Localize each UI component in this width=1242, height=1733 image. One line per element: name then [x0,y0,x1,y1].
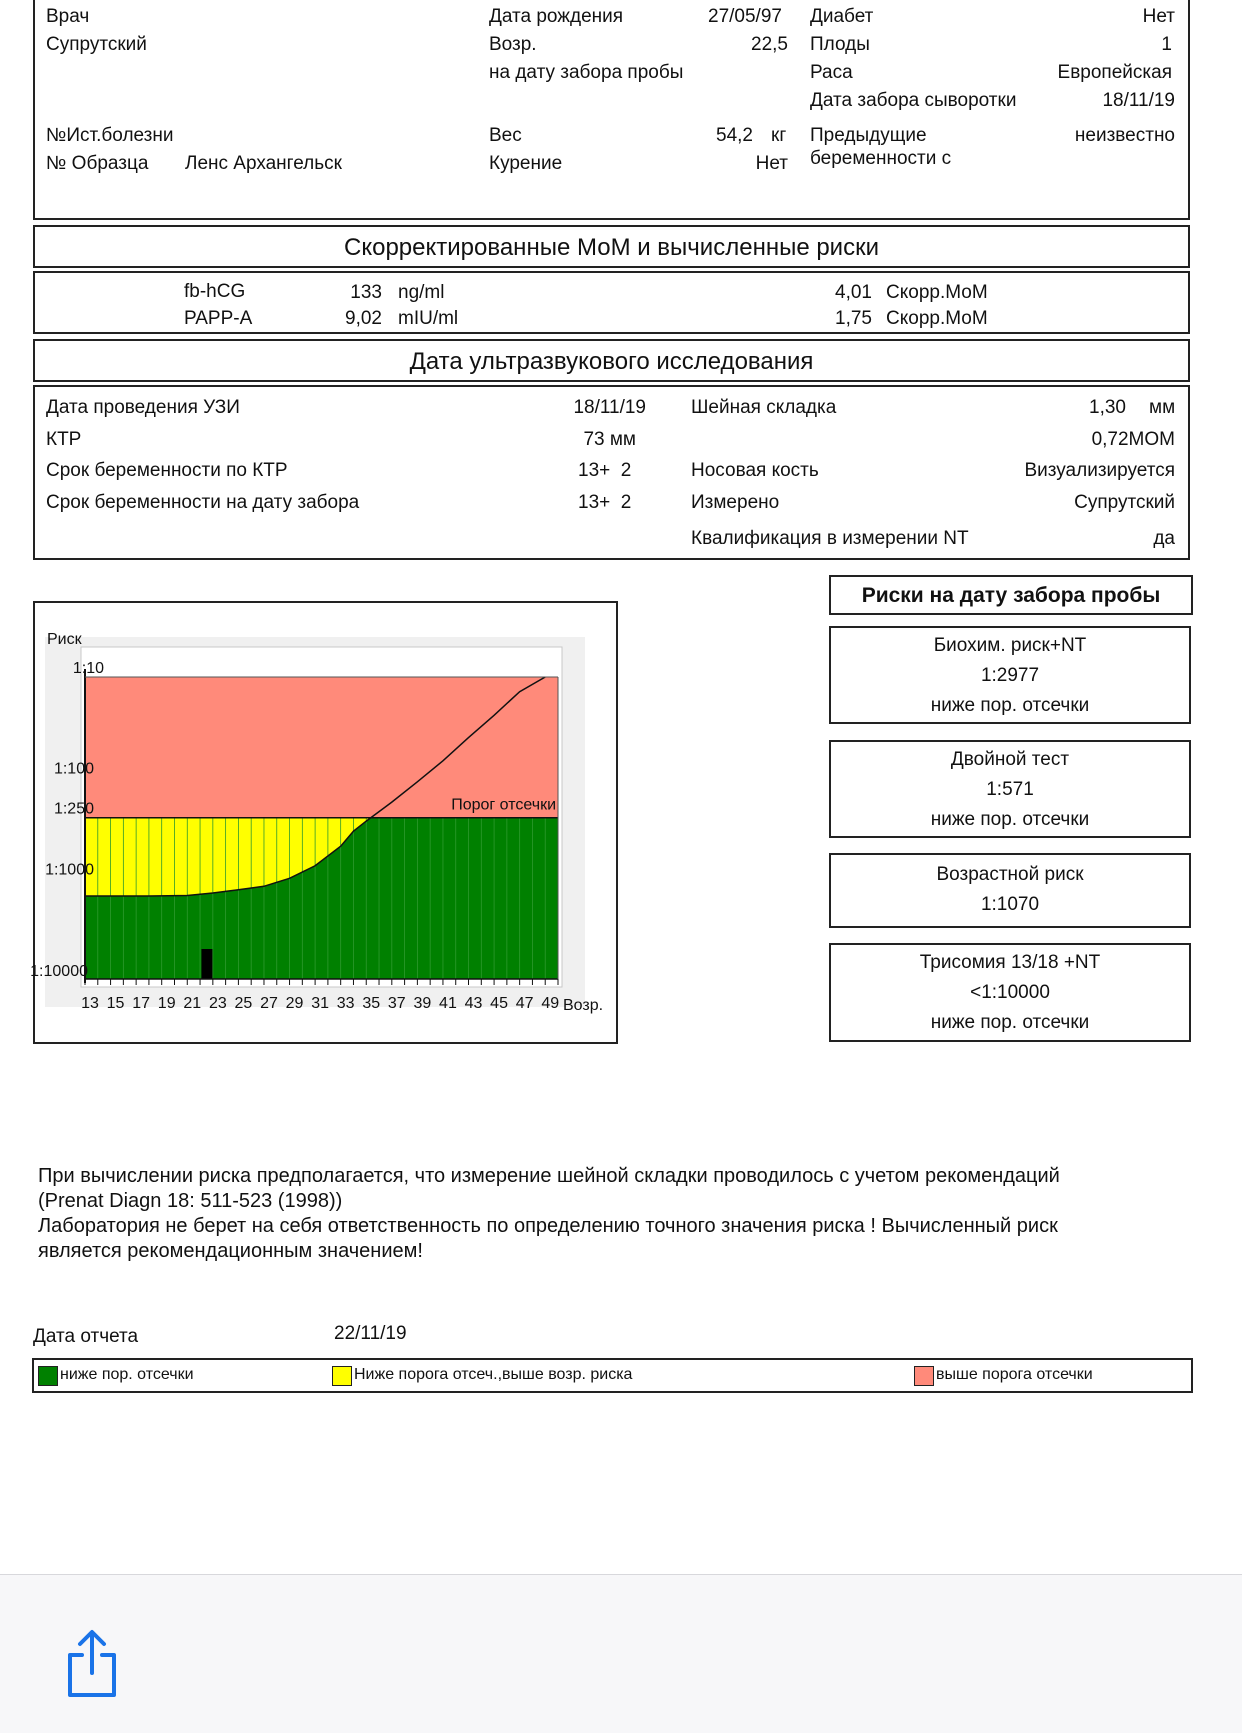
nt-unit: мм [1149,397,1176,418]
legend-box [32,1358,1193,1393]
x-tick-label: 15 [106,995,125,1012]
risk-value: <1:10000 [970,982,1050,1003]
prev-preg-label-2: беременности с [810,148,952,169]
y-axis-label: Риск [47,631,82,648]
marker-unit: ng/ml [398,282,445,303]
ga-ktr-label: Срок беременности по КТР [46,460,288,481]
us-title-box [33,339,1190,382]
risk-value: 1:2977 [980,665,1040,686]
qual-label: Квалификация в измерении NT [691,528,969,549]
measured-label: Измерено [691,492,780,513]
sample-value: Ленс Архангельск [185,153,342,174]
legend-swatch-mid [332,1366,352,1386]
x-tick-label: 17 [132,995,151,1012]
smoking-label: Курение [489,153,563,174]
fetuses-value: 1 [1161,34,1172,55]
doctor-label: Врач [46,6,90,27]
nt-label: Шейная складка [691,397,837,418]
x-tick-label: 41 [439,995,457,1012]
prev-preg-value: неизвестно [1074,125,1175,146]
measured-value: Супрутский [1074,492,1175,513]
nasal-label: Носовая кость [691,460,819,481]
x-tick-label: 23 [208,995,227,1012]
x-tick-label: 33 [336,995,355,1012]
x-tick-label: 35 [362,995,381,1012]
share-icon [60,1627,124,1699]
cutoff-label: Порог отсечки [451,796,556,814]
risk-chart [25,595,625,1055]
y-tick-label: 1:10000 [30,963,88,980]
risk-name: Трисомия 13/18 +NT [919,952,1101,973]
risk-name: Возрастной риск [936,864,1084,885]
dob-label: Дата рождения [489,6,624,27]
weight-value: 54,2 [716,125,753,146]
sample-label: № Образца [46,153,149,174]
risk-status: ниже пор. отсечки [930,695,1090,716]
marker-mom: 4,01 [835,282,872,303]
patient-marker [201,949,212,979]
legend-swatch-high [914,1366,934,1386]
marker-mom-label: Скорр.МоМ [886,308,988,329]
legend-label-high: выше порога отсечки [936,1366,1093,1383]
note-line-3: Лаборатория не берет на себя ответственность по определению точного значения риска ! Вычисленный риск [38,1215,1058,1237]
risks-title-box [829,575,1193,615]
x-tick-label: 21 [183,995,202,1012]
mom-title: Скорректированные МоМ и вычисленные риски [344,234,879,261]
x-tick-label: 37 [387,995,406,1012]
weight-label: Вес [489,125,522,146]
mom-title-box [33,225,1190,268]
marker-value: 9,02 [345,308,382,329]
history-label: №Ист.болезни [46,125,174,146]
note-line-2: (Prenat Diagn 18: 511-523 (1998)) [38,1190,343,1212]
ga-ktr-value: 13+ 2 [578,460,632,481]
us-date-label: Дата проведения УЗИ [46,397,240,418]
serum-date-label: Дата забора сыворотки [810,90,1017,111]
diabetes-value: Нет [1142,6,1175,27]
share-button[interactable] [60,1627,124,1699]
note-line-4: является рекомендационным значением! [38,1240,423,1262]
x-tick-label: 27 [260,995,278,1012]
marker-unit: mIU/ml [398,308,459,329]
x-tick-label: 45 [490,995,508,1012]
x-tick-label: 19 [157,995,176,1012]
nasal-value: Визуализируется [1024,460,1175,481]
prev-preg-label-1: Предыдущие [810,125,927,146]
x-tick-label: 47 [515,995,534,1012]
marker-mom: 1,75 [835,308,872,329]
ga-sample-label: Срок беременности на дату забора [46,492,360,513]
x-tick-label: 25 [234,995,253,1012]
y-tick-label: 1:1000 [45,861,94,879]
note-line-1: При вычислении риска предполагается, что измерение шейной складки проводилось с учетом рекомендаций [38,1165,1060,1187]
x-tick-label: 39 [413,995,432,1012]
age-note: на дату забора пробы [489,62,684,83]
nt-mom: 0,72МОМ [1091,429,1175,450]
chart-layer [30,631,603,1014]
age-label: Возр. [489,34,537,55]
risk-name: Биохим. риск+NT [933,635,1087,656]
y-tick-label: 1:250 [53,800,94,818]
race-value: Европейская [1057,62,1172,83]
y-tick-label: 1:100 [53,760,94,778]
risk-card [829,740,1191,838]
serum-date-value: 18/11/19 [1102,90,1175,111]
ktr-label: КТР [46,429,82,450]
race-label: Раса [810,62,853,83]
risk-status: ниже пор. отсечки [930,1012,1090,1033]
report-date-value: 22/11/19 [334,1323,407,1344]
risk-card [829,626,1191,724]
legend-swatch-low [38,1366,58,1386]
marker-name: fb-hCG [184,281,246,302]
risks-title: Риски на дату забора пробы [861,584,1161,607]
ktr-value: 73 мм [583,429,636,450]
marker-mom-label: Скорр.МоМ [886,282,988,303]
report-date-label: Дата отчета [33,1326,139,1347]
nt-value: 1,30 [1089,397,1126,418]
doctor-value: Супрутский [46,34,147,55]
smoking-value: Нет [755,153,788,174]
us-title: Дата ультразвукового исследования [409,348,814,375]
risk-value: 1:571 [986,779,1034,800]
x-tick-label: 49 [541,995,560,1012]
x-tick-label: 13 [81,995,99,1012]
fetuses-label: Плоды [810,34,870,55]
x-tick-label: 43 [464,995,483,1012]
age-value: 22,5 [751,34,788,55]
diabetes-label: Диабет [810,6,874,27]
legend-label-low: ниже пор. отсечки [60,1366,194,1383]
risk-name: Двойной тест [950,749,1070,770]
bottom-toolbar [0,1574,1242,1733]
legend-label-mid: Ниже порога отсеч.,выше возр. риска [354,1366,633,1383]
marker-name: PAPP-A [184,308,253,329]
marker-value: 133 [350,282,382,303]
x-tick-label: 31 [311,995,330,1012]
weight-unit: кг [771,125,787,146]
y-tick-label: 1:10 [72,660,104,677]
x-axis-label: Возр. [563,997,604,1014]
us-date-value: 18/11/19 [573,397,646,418]
risk-status: ниже пор. отсечки [930,809,1090,830]
ga-sample-value: 13+ 2 [578,492,632,513]
risk-card [829,853,1191,928]
risk-card [829,943,1191,1042]
qual-value: да [1153,528,1175,549]
x-tick-label: 29 [285,995,304,1012]
dob-value: 27/05/97 [708,6,782,27]
risk-value: 1:1070 [980,894,1040,915]
